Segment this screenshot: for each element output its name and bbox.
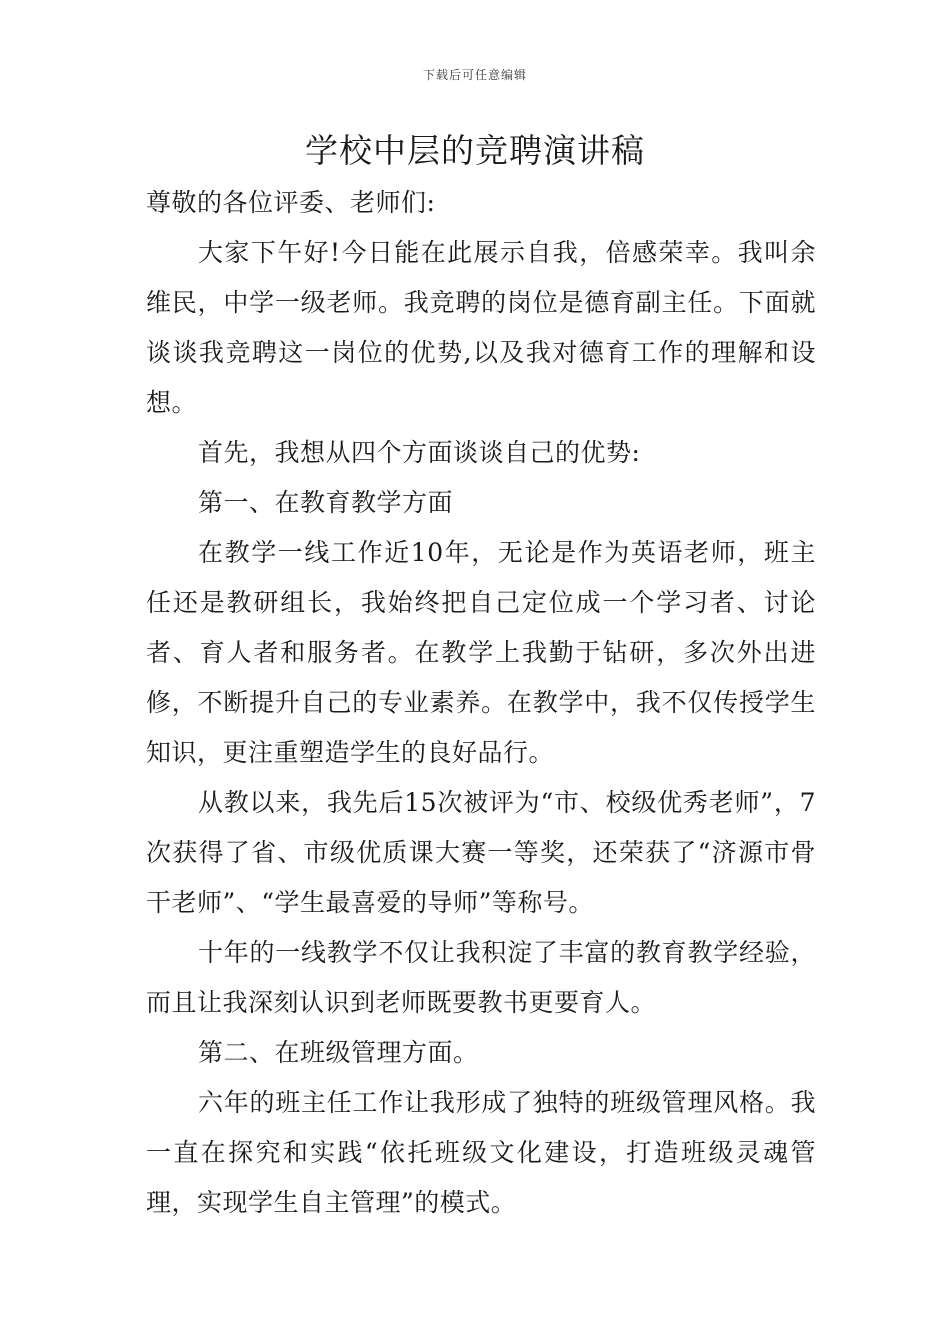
page-header-note: 下载后可任意编辑	[422, 68, 527, 82]
paragraph-greeting: 大家下午好!今日能在此展示自我，倍感荣幸。我叫余维民，中学一级老师。我竞聘的岗位是德育副主任。下面就谈谈我竞聘这一岗位的优势,以及我对德育工作的理解和设想。	[146, 238, 816, 417]
section-heading-class-management: 第二、在班级管理方面。	[198, 1038, 479, 1067]
salutation: 尊敬的各位评委、老师们:	[146, 188, 436, 217]
paragraph-class-management: 六年的班主任工作让我形成了独特的班级管理风格。我一直在探究和实践“依托班级文化建设，打造班级灵魂管理，实现学生自主管理”的模式。	[146, 1088, 816, 1217]
paragraph-awards: 从教以来，我先后15次被评为“市、校级优秀老师”，7次获得了省、市级优质课大赛一等奖，还荣获了“济源市骨干老师”、“学生最喜爱的导师”等称号。	[146, 788, 816, 917]
document-body	[146, 178, 816, 1228]
paragraph-teaching-experience: 在教学一线工作近10年，无论是作为英语老师，班主任还是教研组长，我始终把自己定位成一个学习者、讨论者、育人者和服务者。在教学上我勤于钻研，多次外出进修，不断提升自己的专业素养。在教学中，我不仅传授学生知识，更注重塑造学生的良好品行。	[146, 538, 816, 767]
paragraph-intro-advantages: 首先，我想从四个方面谈谈自己的优势:	[198, 438, 641, 467]
document-title: 学校中层的竞聘演讲稿	[305, 131, 645, 170]
paragraph-reflection: 十年的一线教学不仅让我积淀了丰富的教育教学经验，而且让我深刻认识到老师既要教书更要育人。	[146, 938, 816, 1017]
section-heading-teaching: 第一、在教育教学方面	[198, 488, 454, 517]
